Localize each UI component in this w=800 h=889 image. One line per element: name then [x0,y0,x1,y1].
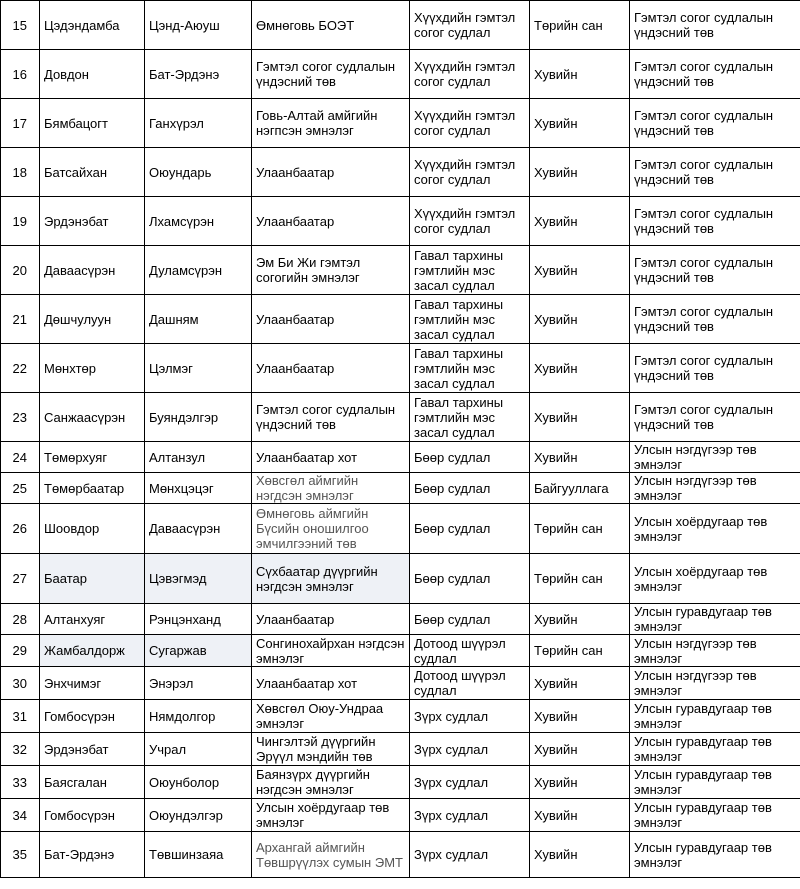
parent-name-cell: Алтанзул [145,442,252,473]
name-cell: Баясгалан [40,766,145,799]
origin-cell: Хөвсгөл аймгийн нэгдсэн эмнэлэг [252,473,410,504]
table-row [1,473,800,504]
funding-cell: Хувийн [530,197,630,246]
parent-name-cell: Дуламсүрэн [145,246,252,295]
funding-cell: Хувийн [530,246,630,295]
funding-cell: Хувийн [530,295,630,344]
table-row [1,344,800,393]
table-row [1,99,800,148]
hospital-cell: Гэмтэл согог судлалын үндэсний төв [630,246,800,295]
row-number: 15 [1,1,40,50]
hospital-cell: Гэмтэл согог судлалын үндэсний төв [630,148,800,197]
hospital-cell: Улсын гуравдугаар төв эмнэлэг [630,766,800,799]
origin-cell: Хөвсгөл Оюу-Ундраа эмнэлэг [252,700,410,733]
table-row [1,442,800,473]
hospital-cell: Улсын нэгдүгээр төв эмнэлэг [630,635,800,667]
name-cell: Мөнхтөр [40,344,145,393]
row-number: 24 [1,442,40,473]
parent-name-cell: Мөнхцэцэг [145,473,252,504]
name-cell: Батсайхан [40,148,145,197]
funding-cell: Хувийн [530,393,630,442]
specialty-cell: Гавал тархины гэмтлийн мэс засал судлал [410,393,530,442]
specialty-cell: Зүрх судлал [410,700,530,733]
parent-name-cell: Дашням [145,295,252,344]
table-row [1,554,800,604]
name-cell: Жамбалдорж [40,635,145,667]
table-row [1,148,800,197]
name-cell: Төмөрбаатар [40,473,145,504]
table-body [1,1,800,878]
table-row [1,799,800,832]
name-cell: Бат-Эрдэнэ [40,832,145,878]
parent-name-cell: Оюундарь [145,148,252,197]
parent-name-cell: Даваасүрэн [145,504,252,554]
funding-cell: Хувийн [530,344,630,393]
funding-cell: Хувийн [530,667,630,700]
specialty-cell: Зүрх судлал [410,766,530,799]
row-number: 25 [1,473,40,504]
hospital-cell: Улсын гуравдугаар төв эмнэлэг [630,832,800,878]
hospital-cell: Улсын нэгдүгээр төв эмнэлэг [630,473,800,504]
row-number: 21 [1,295,40,344]
specialty-cell: Дотоод шүүрэл судлал [410,667,530,700]
origin-cell: Улаанбаатар [252,148,410,197]
origin-cell: Чингэлтэй дүүргийн Эрүүл мэндийн төв [252,733,410,766]
name-cell: Довдон [40,50,145,99]
parent-name-cell: Цэвэгмэд [145,554,252,604]
hospital-cell: Гэмтэл согог судлалын үндэсний төв [630,1,800,50]
table-row [1,766,800,799]
funding-cell: Хувийн [530,733,630,766]
parent-name-cell: Энэрэл [145,667,252,700]
name-cell: Санжаасүрэн [40,393,145,442]
funding-cell: Төрийн сан [530,1,630,50]
row-number: 33 [1,766,40,799]
table-row [1,295,800,344]
hospital-cell: Гэмтэл согог судлалын үндэсний төв [630,393,800,442]
specialty-cell: Бөөр судлал [410,554,530,604]
origin-cell: Говь-Алтай амйгийн нэгпсэн эмнэлэг [252,99,410,148]
parent-name-cell: Рэнцэнханд [145,604,252,635]
row-number: 27 [1,554,40,604]
origin-cell: Улаанбаатар хот [252,667,410,700]
parent-name-cell: Учрал [145,733,252,766]
specialty-cell: Зүрх судлал [410,799,530,832]
specialty-cell: Гавал тархины гэмтлийн мэс засал судлал [410,344,530,393]
name-cell: Даваасүрэн [40,246,145,295]
row-number: 16 [1,50,40,99]
funding-cell: Төрийн сан [530,504,630,554]
specialty-cell: Бөөр судлал [410,504,530,554]
origin-cell: Улаанбаатар хот [252,442,410,473]
origin-cell: Улаанбаатар [252,197,410,246]
funding-cell: Хувийн [530,766,630,799]
specialty-cell: Бөөр судлал [410,604,530,635]
origin-cell: Улаанбаатар [252,295,410,344]
origin-cell: Эм Би Жи гэмтэл согогийн эмнэлэг [252,246,410,295]
origin-cell: Сүхбаатар дүүргийн нэгдсэн эмнэлэг [252,554,410,604]
row-number: 28 [1,604,40,635]
row-number: 26 [1,504,40,554]
parent-name-cell: Ганхүрэл [145,99,252,148]
origin-cell: Гэмтэл согог судлалын үндэсний төв [252,50,410,99]
parent-name-cell: Буяндэлгэр [145,393,252,442]
parent-name-cell: Цэлмэг [145,344,252,393]
row-number: 18 [1,148,40,197]
hospital-cell: Улсын гуравдугаар төв эмнэлэг [630,604,800,635]
name-cell: Энхчимэг [40,667,145,700]
table-row [1,667,800,700]
table-row [1,604,800,635]
origin-cell: Баянзүрх дүүргийн нэгдсэн эмнэлэг [252,766,410,799]
funding-cell: Хувийн [530,832,630,878]
origin-cell: Улсын хоёрдугаар төв эмнэлэг [252,799,410,832]
specialty-cell: Хүүхдийн гэмтэл согог судлал [410,1,530,50]
row-number: 30 [1,667,40,700]
row-number: 17 [1,99,40,148]
parent-name-cell: Сугаржав [145,635,252,667]
origin-cell: Улаанбаатар [252,604,410,635]
row-number: 35 [1,832,40,878]
hospital-cell: Улсын гуравдугаар төв эмнэлэг [630,799,800,832]
specialty-cell: Хүүхдийн гэмтэл согог судлал [410,99,530,148]
parent-name-cell: Төвшинзаяа [145,832,252,878]
funding-cell: Хувийн [530,700,630,733]
hospital-cell: Гэмтэл согог судлалын үндэсний төв [630,50,800,99]
name-cell: Гомбосүрэн [40,700,145,733]
funding-cell: Хувийн [530,604,630,635]
parent-name-cell: Бат-Эрдэнэ [145,50,252,99]
row-number: 29 [1,635,40,667]
name-cell: Бямбацогт [40,99,145,148]
funding-cell: Төрийн сан [530,635,630,667]
table-row [1,832,800,878]
table-row [1,197,800,246]
hospital-cell: Улсын гуравдугаар төв эмнэлэг [630,733,800,766]
name-cell: Баатар [40,554,145,604]
row-number: 23 [1,393,40,442]
row-number: 31 [1,700,40,733]
hospital-cell: Улсын хоёрдугаар төв эмнэлэг [630,554,800,604]
hospital-cell: Улсын нэгдүгээр төв эмнэлэг [630,442,800,473]
specialty-cell: Дотоод шүүрэл судлал [410,635,530,667]
table-row [1,50,800,99]
name-cell: Эрдэнэбат [40,733,145,766]
specialty-cell: Хүүхдийн гэмтэл согог судлал [410,50,530,99]
origin-cell: Сонгинохайрхан нэгдсэн эмнэлэг [252,635,410,667]
origin-cell: Архангай аймгийн Төвшрүүлэх сумын ЭМТ [252,832,410,878]
hospital-cell: Гэмтэл согог судлалын үндэсний төв [630,295,800,344]
table-row [1,393,800,442]
parent-name-cell: Лхамсүрэн [145,197,252,246]
name-cell: Алтанхуяг [40,604,145,635]
funding-cell: Хувийн [530,99,630,148]
name-cell: Дөшчулуун [40,295,145,344]
specialty-cell: Хүүхдийн гэмтэл согог судлал [410,197,530,246]
specialty-cell: Гавал тархины гэмтлийн мэс засал судлал [410,295,530,344]
origin-cell: Өмнөговь аймгийн Бүсийн оношилгоо эмчилгээний төв [252,504,410,554]
parent-name-cell: Оюундэлгэр [145,799,252,832]
hospital-cell: Гэмтэл согог судлалын үндэсний төв [630,197,800,246]
origin-cell: Өмнөговь БОЭТ [252,1,410,50]
hospital-cell: Улсын гуравдугаар төв эмнэлэг [630,700,800,733]
hospital-cell: Улсын хоёрдугаар төв эмнэлэг [630,504,800,554]
specialty-cell: Зүрх судлал [410,832,530,878]
specialty-cell: Зүрх судлал [410,733,530,766]
table-row [1,635,800,667]
parent-name-cell: Цэнд-Аюуш [145,1,252,50]
funding-cell: Төрийн сан [530,554,630,604]
parent-name-cell: Нямдолгор [145,700,252,733]
parent-name-cell: Оюунболор [145,766,252,799]
row-number: 20 [1,246,40,295]
funding-cell: Хувийн [530,148,630,197]
hospital-cell: Улсын нэгдүгээр төв эмнэлэг [630,667,800,700]
table-row [1,246,800,295]
row-number: 19 [1,197,40,246]
specialty-cell: Гавал тархины гэмтлийн мэс засал судлал [410,246,530,295]
table-row [1,733,800,766]
origin-cell: Улаанбаатар [252,344,410,393]
name-cell: Шоовдор [40,504,145,554]
hospital-cell: Гэмтэл согог судлалын үндэсний төв [630,99,800,148]
row-number: 32 [1,733,40,766]
table-row [1,700,800,733]
funding-cell: Хувийн [530,799,630,832]
specialty-cell: Бөөр судлал [410,473,530,504]
table-row [1,1,800,50]
origin-cell: Гэмтэл согог судлалын үндэсний төв [252,393,410,442]
funding-cell: Хувийн [530,442,630,473]
specialty-cell: Бөөр судлал [410,442,530,473]
funding-cell: Хувийн [530,50,630,99]
name-cell: Гомбосүрэн [40,799,145,832]
specialty-cell: Хүүхдийн гэмтэл согог судлал [410,148,530,197]
hospital-cell: Гэмтэл согог судлалын үндэсний төв [630,344,800,393]
name-cell: Эрдэнэбат [40,197,145,246]
name-cell: Цэдэндамба [40,1,145,50]
row-number: 22 [1,344,40,393]
funding-cell: Байгууллага [530,473,630,504]
row-number: 34 [1,799,40,832]
name-cell: Төмөрхуяг [40,442,145,473]
table-row [1,504,800,554]
